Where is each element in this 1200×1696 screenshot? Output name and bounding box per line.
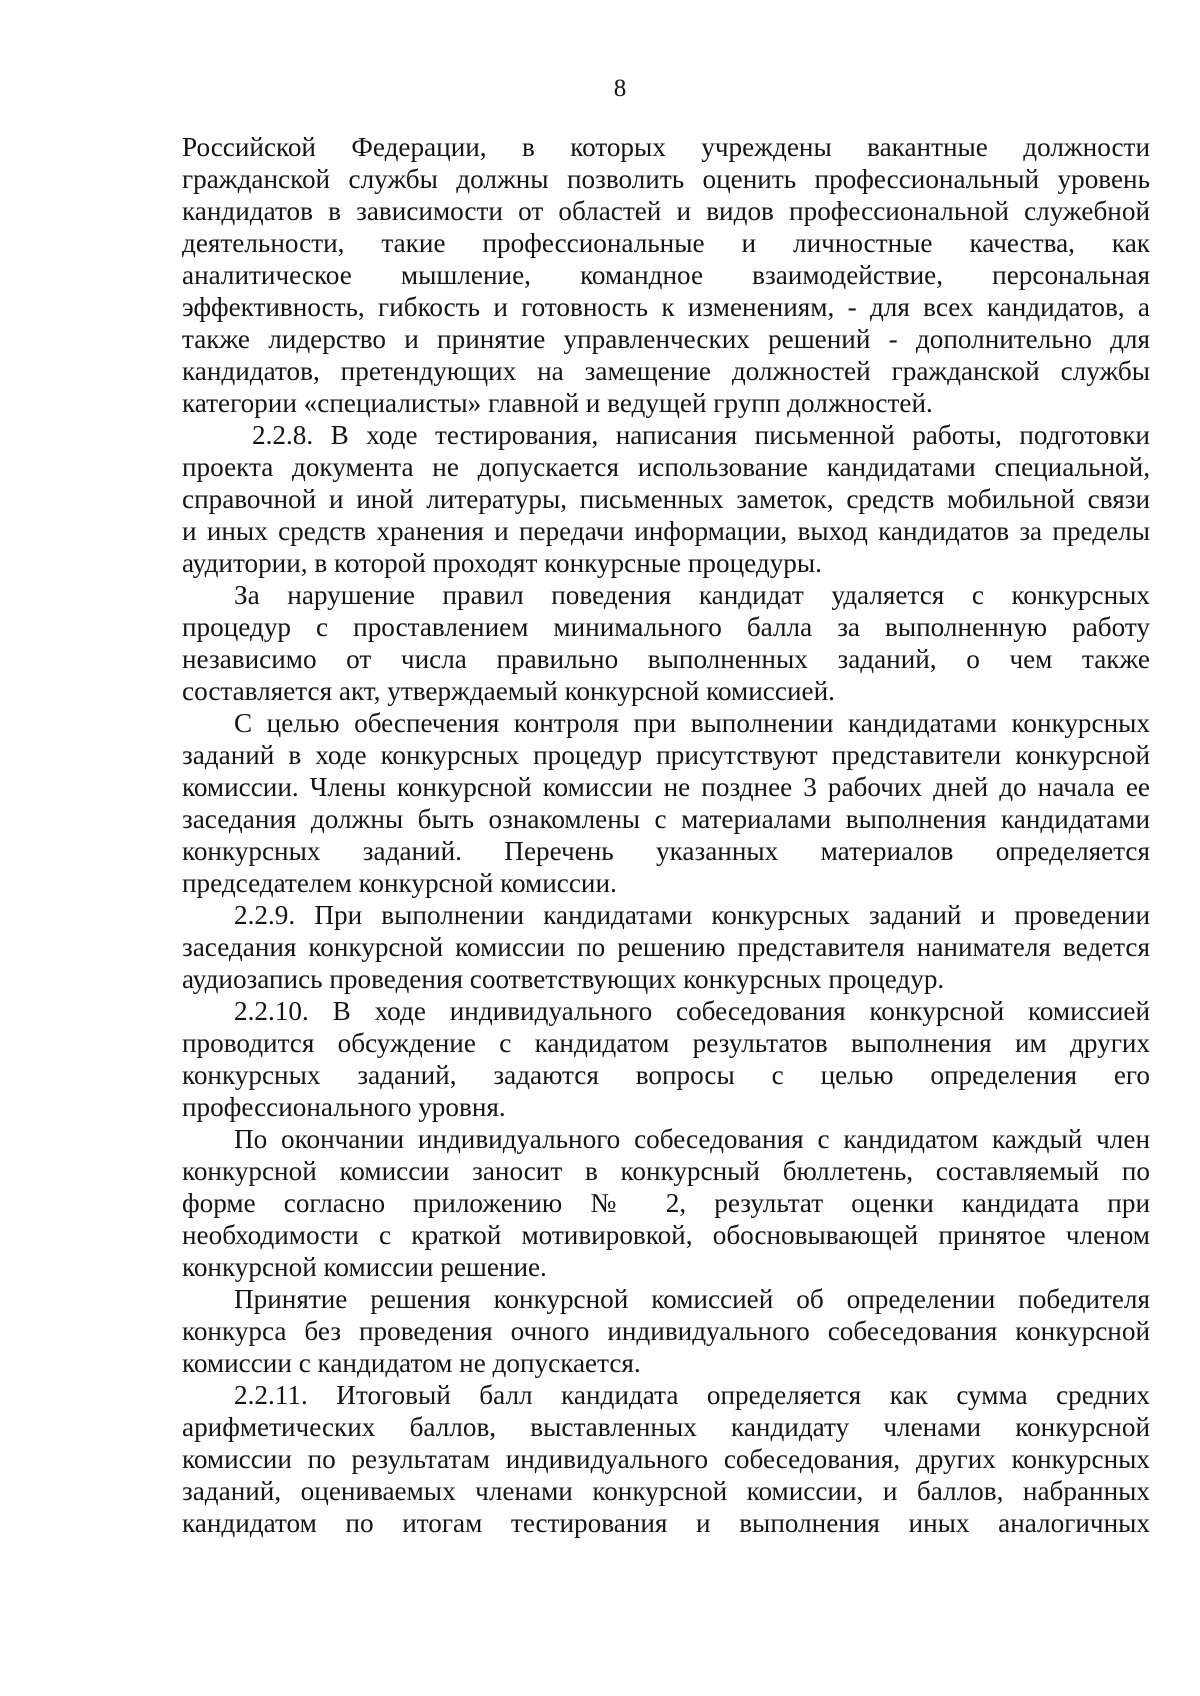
text-line: проводится обсуждение с кандидатом результатов выполнения им других <box>182 1028 1150 1058</box>
text-line: По окончании индивидуального собеседования с кандидатом каждый член <box>234 1124 1150 1154</box>
paragraph-2-2-9 <box>182 899 1150 995</box>
text-line: гражданской службы должны позволить оценить профессиональный уровень <box>182 164 1150 194</box>
text-line: арифметических баллов, выставленных кандидату членами конкурсной <box>182 1412 1150 1442</box>
text-line: конкурсных заданий. Перечень указанных материалов определяется <box>182 836 1150 866</box>
document-body <box>182 131 1150 1539</box>
text-line: эффективность, гибкость и готовность к изменениям, - для всех кандидатов, а <box>182 292 1150 322</box>
text-line: также лидерство и принятие управленческих решений - дополнительно для <box>182 324 1150 354</box>
text-line: заданий в ходе конкурсных процедур присутствуют представители конкурсной <box>182 740 1150 770</box>
page-number: 8 <box>613 75 627 102</box>
paragraph-violation-rules <box>182 579 1150 707</box>
text-line: категории «специалисты» главной и ведущей групп должностей. <box>182 388 933 418</box>
text-line: заседания конкурсной комиссии по решению представителя нанимателя ведется <box>182 932 1150 962</box>
text-line: кандидатов в зависимости от областей и видов профессиональной служебной <box>182 196 1150 226</box>
text-line: деятельности, такие профессиональные и личностные качества, как <box>182 228 1150 258</box>
text-line: 2.2.11. Итоговый балл кандидата определяется как сумма средних <box>234 1380 1150 1410</box>
text-line: С целью обеспечения контроля при выполнении кандидатами конкурсных <box>234 708 1150 738</box>
paragraph-control-procedures <box>182 707 1150 899</box>
text-line: профессионального уровня. <box>182 1092 506 1122</box>
text-line: аудитории, в которой проходят конкурсные процедуры. <box>182 548 822 578</box>
text-line: Принятие решения конкурсной комиссией об определении победителя <box>234 1284 1150 1314</box>
text-line: 2.2.8. В ходе тестирования, написания письменной работы, подготовки <box>252 420 1150 450</box>
text-line: председателем конкурсной комиссии. <box>182 868 617 898</box>
text-line: конкурсной комиссии решение. <box>182 1252 547 1282</box>
text-line: комиссии по результатам индивидуального собеседования, других конкурсных <box>182 1444 1150 1474</box>
text-line: 2.2.9. При выполнении кандидатами конкурсных заданий и проведении <box>234 900 1150 930</box>
text-line: комиссии. Члены конкурсной комиссии не позднее 3 рабочих дней до начала ее <box>182 772 1150 802</box>
text-line: аудиозапись проведения соответствующих конкурсных процедур. <box>182 964 945 994</box>
text-line: независимо от числа правильно выполненных заданий, о чем также <box>182 644 1150 674</box>
text-line: кандидатов, претендующих на замещение должностей гражданской службы <box>182 356 1150 386</box>
text-line: необходимости с краткой мотивировкой, обосновывающей принятое членом <box>182 1220 1150 1250</box>
text-line: проекта документа не допускается использование кандидатами специальной, <box>182 452 1150 482</box>
paragraph-2-2-11 <box>182 1379 1150 1539</box>
text-line: конкурсных заданий, задаются вопросы с целью определения его <box>182 1060 1150 1090</box>
text-line: кандидатом по итогам тестирования и выполнения иных аналогичных <box>182 1508 1150 1538</box>
text-line: и иных средств хранения и передачи информации, выход кандидатов за пределы <box>182 516 1150 546</box>
text-line: За нарушение правил поведения кандидат удаляется с конкурсных <box>234 580 1150 610</box>
text-line: заседания должны быть ознакомлены с материалами выполнения кандидатами <box>182 804 1150 834</box>
text-line: Российской Федерации, в которых учреждены вакантные должности <box>182 132 1150 162</box>
paragraph-2-2-10 <box>182 995 1150 1123</box>
text-line: составляется акт, утверждаемый конкурсной комиссией. <box>182 676 835 706</box>
text-line: конкурса без проведения очного индивидуального собеседования конкурсной <box>182 1316 1150 1346</box>
paragraph-continuation <box>182 131 1150 419</box>
text-line: заданий, оцениваемых членами конкурсной комиссии, и баллов, набранных <box>182 1476 1150 1506</box>
text-line: форме согласно приложению № 2, результат оценки кандидата при <box>182 1188 1150 1218</box>
text-line: 2.2.10. В ходе индивидуального собеседования конкурсной комиссией <box>234 996 1150 1026</box>
text-line: процедур с проставлением минимального балла за выполненную работу <box>182 612 1150 642</box>
paragraph-decision <box>182 1283 1150 1379</box>
text-line: конкурсной комиссии заносит в конкурсный бюллетень, составляемый по <box>182 1156 1150 1186</box>
paragraph-ballot <box>182 1123 1150 1283</box>
text-line: комиссии с кандидатом не допускается. <box>182 1348 641 1378</box>
text-line: аналитическое мышление, командное взаимодействие, персональная <box>182 260 1150 290</box>
paragraph-2-2-8 <box>182 419 1150 579</box>
text-line: справочной и иной литературы, письменных заметок, средств мобильной связи <box>182 484 1150 514</box>
